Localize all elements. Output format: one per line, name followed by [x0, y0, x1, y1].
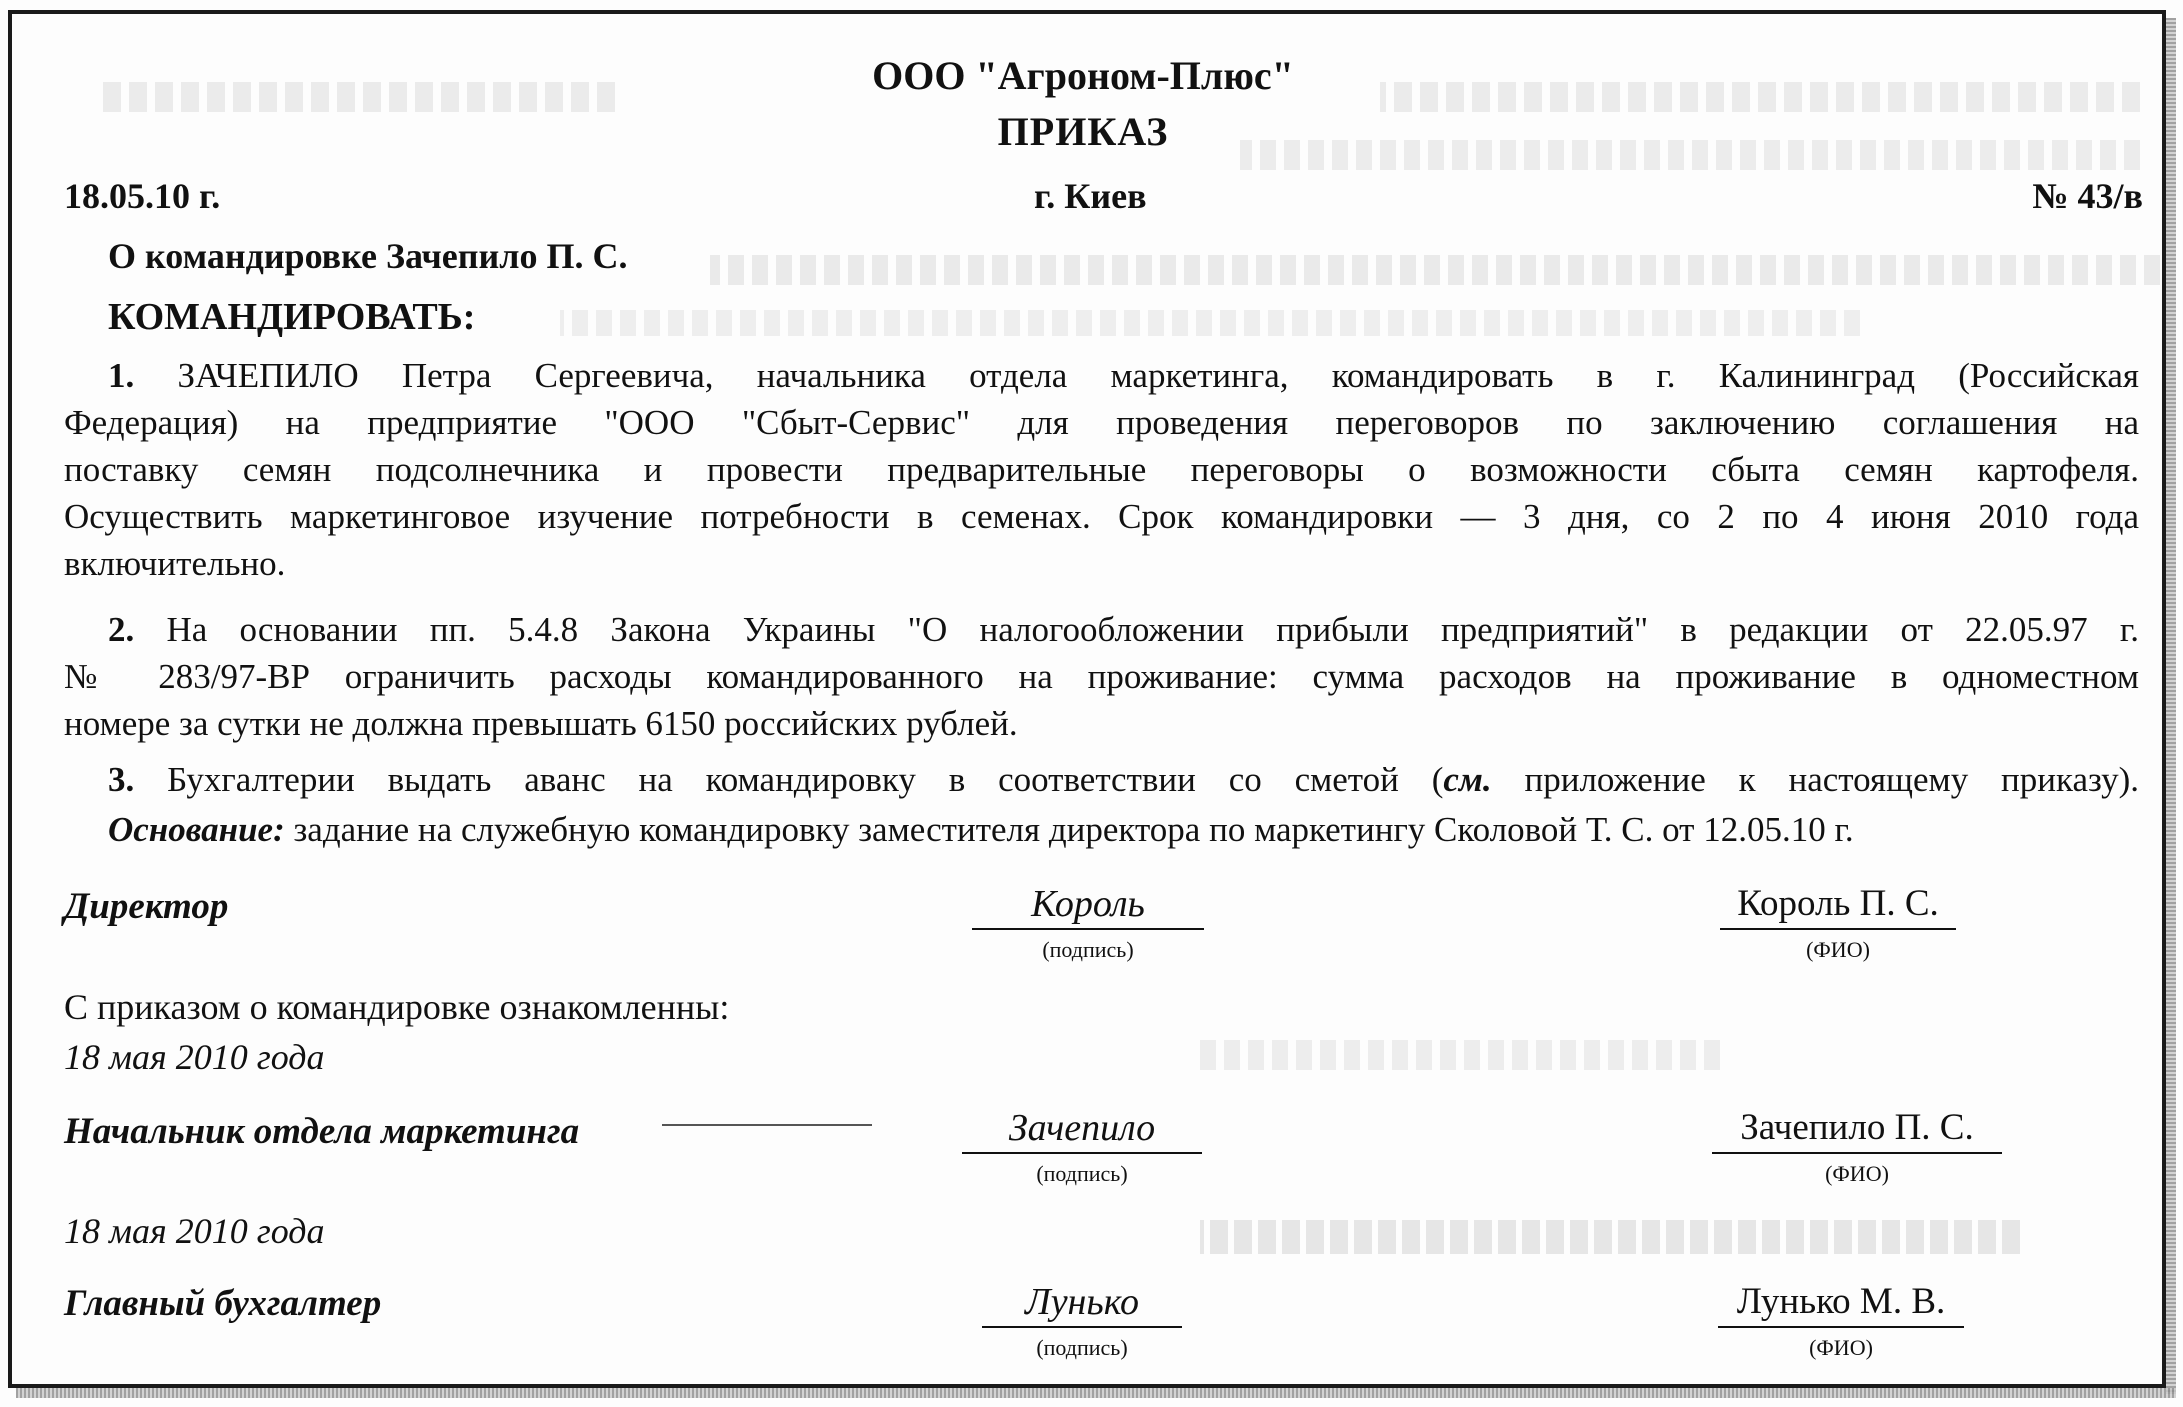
item-1-line: поставку семян подсолнечника и провести предварительные переговоры о возможности сбыта семян картофеля. — [64, 450, 2139, 489]
item-3-line — [64, 756, 2139, 803]
chief-accountant-role: Главный бухгалтер — [64, 1283, 382, 1324]
marketing-head-fio: Зачепило П. С. — [1712, 1106, 2002, 1154]
signature-caption: (подпись) — [1036, 1161, 1128, 1186]
order-basis — [64, 806, 2139, 853]
fio-caption: (ФИО) — [1825, 1161, 1889, 1186]
item-number: 2. — [108, 610, 135, 649]
order-directive: КОМАНДИРОВАТЬ: — [108, 296, 476, 338]
bleed-through-mark — [1200, 1220, 2020, 1254]
dash-line — [662, 1124, 872, 1126]
chief-accountant-signature: Лунько — [982, 1280, 1182, 1328]
document-type: ПРИКАЗ — [997, 109, 1169, 154]
company-name: ООО "Агроном-Плюс" — [872, 53, 1294, 98]
bleed-through-mark — [560, 310, 1860, 336]
basis-text: задание на служебную командировку заместителя директора по маркетингу Сколовой Т. С. от 12.05.10 г. — [284, 810, 1854, 849]
signature-caption: (подпись) — [1036, 1335, 1128, 1360]
director-role: Директор — [64, 886, 229, 927]
item-1-line — [64, 352, 2139, 399]
order-date: 18.05.10 г. — [64, 176, 221, 216]
fio-caption: (ФИО) — [1809, 1335, 1873, 1360]
item-number: 1. — [108, 356, 135, 395]
item-1-line: Осуществить маркетинговое изучение потребности в семенах. Срок командировки — 3 дня, со 2 по 4 июня 2010 года — [64, 497, 2139, 536]
bleed-through-mark — [1200, 1040, 1720, 1070]
item-1-line: Федерация) на предприятие "ООО "Сбыт-Сервис" для проведения переговоров по заключению соглашения на — [64, 403, 2139, 442]
page-shadow-right — [2166, 18, 2176, 1394]
basis-line — [64, 806, 2139, 853]
director-signature: Король — [972, 882, 1204, 930]
item-2-line: № 283/97-ВР ограничить расходы командированного на проживание: сумма расходов на проживание в одноместном — [64, 657, 2139, 696]
item-number: 3. — [108, 760, 135, 799]
fio-caption: (ФИО) — [1806, 937, 1870, 962]
order-subject: О командировке Зачепило П. С. — [108, 236, 628, 276]
acquainted-date-2: 18 мая 2010 года — [64, 1211, 325, 1251]
acquainted-note: С приказом о командировке ознакомленны: — [64, 987, 730, 1027]
order-item-3 — [64, 756, 2139, 803]
item-2-line: номере за сутки не должна превышать 6150 российских рублей. — [64, 704, 1018, 743]
signature-caption: (подпись) — [1042, 937, 1134, 962]
order-item-1 — [64, 352, 2139, 587]
order-item-2 — [64, 606, 2139, 747]
marketing-head-role: Начальник отдела маркетинга — [64, 1111, 580, 1152]
bleed-through-mark — [710, 255, 2160, 285]
director-fio: Король П. С. — [1720, 882, 1956, 930]
item-text: На основании пп. 5.4.8 Закона Украины "О налогообложении прибыли предприятий" в редакции от 22.05.97 г. — [166, 610, 2139, 649]
item-text: Бухгалтерии выдать аванс на командировку в соответствии со сметой ( — [167, 760, 1444, 799]
order-number: № 43/в — [2032, 176, 2143, 216]
item-text: ЗАЧЕПИЛО Петра Сергеевича, начальника отдела маркетинга, командировать в г. Калининград (Российская — [177, 356, 2140, 395]
acquainted-date-1: 18 мая 2010 года — [64, 1037, 325, 1077]
item-1-line: включительно. — [64, 544, 286, 583]
page-shadow-bottom — [16, 1388, 2176, 1398]
order-city: г. Киев — [1034, 176, 1147, 216]
item-text: приложение к настоящему приказу). — [1491, 760, 2140, 799]
item-2-line — [64, 606, 2139, 653]
marketing-head-signature: Зачепило — [962, 1106, 1202, 1154]
chief-accountant-fio: Лунько М. В. — [1718, 1280, 1964, 1328]
basis-label: Основание: — [108, 810, 285, 849]
see-reference: см. — [1443, 760, 1492, 799]
